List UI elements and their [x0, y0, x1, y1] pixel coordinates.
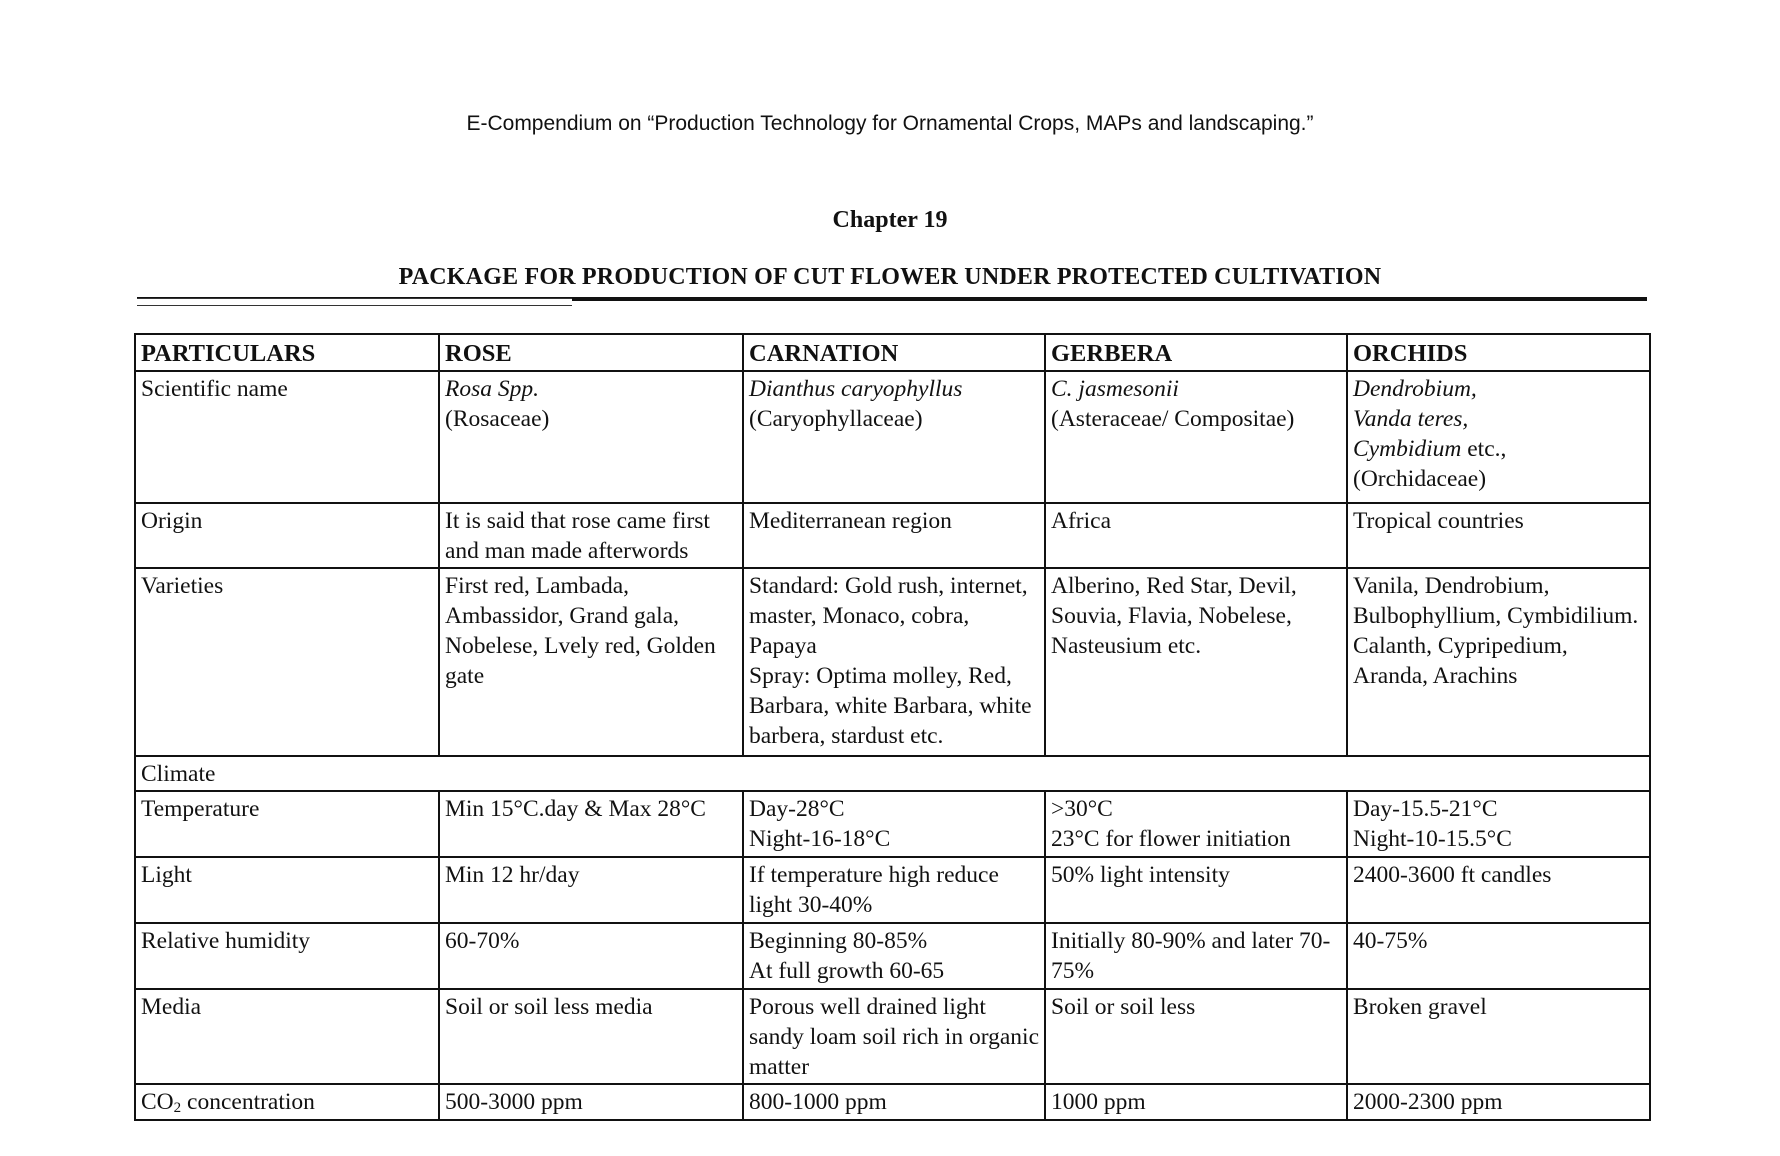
table-row — [135, 1084, 1650, 1120]
cell-orchids-humidity: 40-75% — [1347, 923, 1650, 989]
gerbera-temp: >30°C — [1051, 796, 1113, 822]
cut-flower-table — [134, 333, 1651, 1121]
gerbera-scientific-name: C. jasmesonii — [1051, 376, 1179, 402]
table-row — [135, 371, 1650, 503]
table-row — [135, 857, 1650, 923]
co2-label-subscript: 2 — [173, 1100, 182, 1116]
table-row — [135, 503, 1650, 568]
cell-gerbera-scientific — [1045, 371, 1347, 503]
cell-carnation-co2: 800-1000 ppm — [743, 1084, 1045, 1120]
cell-gerbera-varieties: Alberino, Red Star, Devil, Souvia, Flavia, Nobelese, Nasteusium etc. — [1045, 568, 1347, 756]
row-label-light: Light — [135, 857, 439, 923]
co2-label-suffix: concentration — [181, 1089, 315, 1115]
chapter-heading: Chapter 19 — [832, 207, 948, 233]
orchids-night-temp: Night-10-15.5°C — [1353, 826, 1512, 852]
table-row — [135, 568, 1650, 756]
carnation-humidity-beginning: Beginning 80-85% — [749, 928, 928, 954]
cell-rose-media: Soil or soil less media — [439, 989, 743, 1084]
row-label-media: Media — [135, 989, 439, 1084]
row-label-co2-concentration — [135, 1084, 439, 1120]
cell-carnation-origin: Mediterranean region — [743, 503, 1045, 568]
cell-carnation-humidity — [743, 923, 1045, 989]
cell-gerbera-temperature — [1045, 791, 1347, 857]
carnation-night-temp: Night-16-18°C — [749, 826, 891, 852]
cell-orchids-scientific — [1347, 371, 1650, 503]
cell-orchids-media: Broken gravel — [1347, 989, 1650, 1084]
row-label-scientific-name: Scientific name — [135, 371, 439, 503]
cell-rose-varieties: First red, Lambada, Ambassidor, Grand gala, Nobelese, Lvely red, Golden gate — [439, 568, 743, 756]
column-header-gerbera: GERBERA — [1045, 334, 1347, 371]
rose-scientific-name: Rosa Spp. — [445, 376, 539, 402]
gerbera-family: (Asteraceae/ Compositae) — [1051, 406, 1295, 432]
title-rule-double — [137, 298, 572, 306]
orchids-genus-1: Dendrobium, — [1353, 376, 1477, 402]
carnation-standard-varieties: Standard: Gold rush, internet, master, Monaco, cobra, Papaya — [749, 573, 1028, 659]
cell-gerbera-media: Soil or soil less — [1045, 989, 1347, 1084]
co2-label-prefix: CO — [141, 1089, 174, 1115]
column-header-carnation: CARNATION — [743, 334, 1045, 371]
table-row — [135, 791, 1650, 857]
cell-orchids-varieties: Vanila, Dendrobium, Bulbophyllium, Cymbidilium. Calanth, Cypripedium, Aranda, Arachins — [1347, 568, 1650, 756]
cell-rose-temperature: Min 15°C.day & Max 28°C — [439, 791, 743, 857]
cell-orchids-origin: Tropical countries — [1347, 503, 1650, 568]
cell-orchids-temperature — [1347, 791, 1650, 857]
cell-gerbera-light: 50% light intensity — [1045, 857, 1347, 923]
cell-carnation-temperature — [743, 791, 1045, 857]
column-header-orchids: ORCHIDS — [1347, 334, 1650, 371]
cell-rose-humidity: 60-70% — [439, 923, 743, 989]
column-header-rose: ROSE — [439, 334, 743, 371]
cell-carnation-scientific — [743, 371, 1045, 503]
orchids-family: (Orchidaceae) — [1353, 466, 1487, 492]
rose-family: (Rosaceae) — [445, 406, 550, 432]
carnation-day-temp: Day-28°C — [749, 796, 845, 822]
row-label-relative-humidity: Relative humidity — [135, 923, 439, 989]
orchids-genus-2: Vanda teres, — [1353, 406, 1469, 432]
gerbera-initiation-temp: 23°C for flower initiation — [1051, 826, 1291, 852]
carnation-humidity-full-growth: At full growth 60-65 — [749, 958, 945, 984]
table-row — [135, 989, 1650, 1084]
cell-orchids-co2: 2000-2300 ppm — [1347, 1084, 1650, 1120]
row-label-origin: Origin — [135, 503, 439, 568]
cell-carnation-media: Porous well drained light sandy loam soil rich in organic matter — [743, 989, 1045, 1084]
column-header-particulars: PARTICULARS — [135, 334, 439, 371]
cell-rose-light: Min 12 hr/day — [439, 857, 743, 923]
cell-gerbera-co2: 1000 ppm — [1045, 1084, 1347, 1120]
cell-orchids-light: 2400-3600 ft candles — [1347, 857, 1650, 923]
cell-rose-origin: It is said that rose came first and man made afterwords — [439, 503, 743, 568]
table-row — [135, 756, 1650, 791]
orchids-day-temp: Day-15.5-21°C — [1353, 796, 1498, 822]
table-row — [135, 923, 1650, 989]
orchids-genus-3: Cymbidium — [1353, 436, 1462, 462]
page-header: E-Compendium on “Production Technology for Ornamental Crops, MAPs and landscaping.” — [466, 112, 1314, 135]
carnation-scientific-name: Dianthus caryophyllus — [749, 376, 963, 402]
cell-rose-scientific — [439, 371, 743, 503]
row-label-temperature: Temperature — [135, 791, 439, 857]
cell-rose-co2: 500-3000 ppm — [439, 1084, 743, 1120]
cell-carnation-light: If temperature high reduce light 30-40% — [743, 857, 1045, 923]
carnation-spray-varieties: Spray: Optima molley, Red, Barbara, white Barbara, white barbera, stardust etc. — [749, 663, 1032, 749]
row-label-varieties: Varieties — [135, 568, 439, 756]
document-title: PACKAGE FOR PRODUCTION OF CUT FLOWER UNDER PROTECTED CULTIVATION — [398, 264, 1382, 290]
cell-gerbera-origin: Africa — [1045, 503, 1347, 568]
carnation-family: (Caryophyllaceae) — [749, 406, 923, 432]
cell-gerbera-humidity: Initially 80-90% and later 70-75% — [1045, 923, 1347, 989]
orchids-genus-3-suffix: etc., — [1461, 436, 1507, 462]
orchids-genus-3-line — [1353, 434, 1645, 464]
section-label-climate: Climate — [135, 756, 1650, 791]
table-header-row — [135, 334, 1650, 371]
cell-carnation-varieties — [743, 568, 1045, 756]
